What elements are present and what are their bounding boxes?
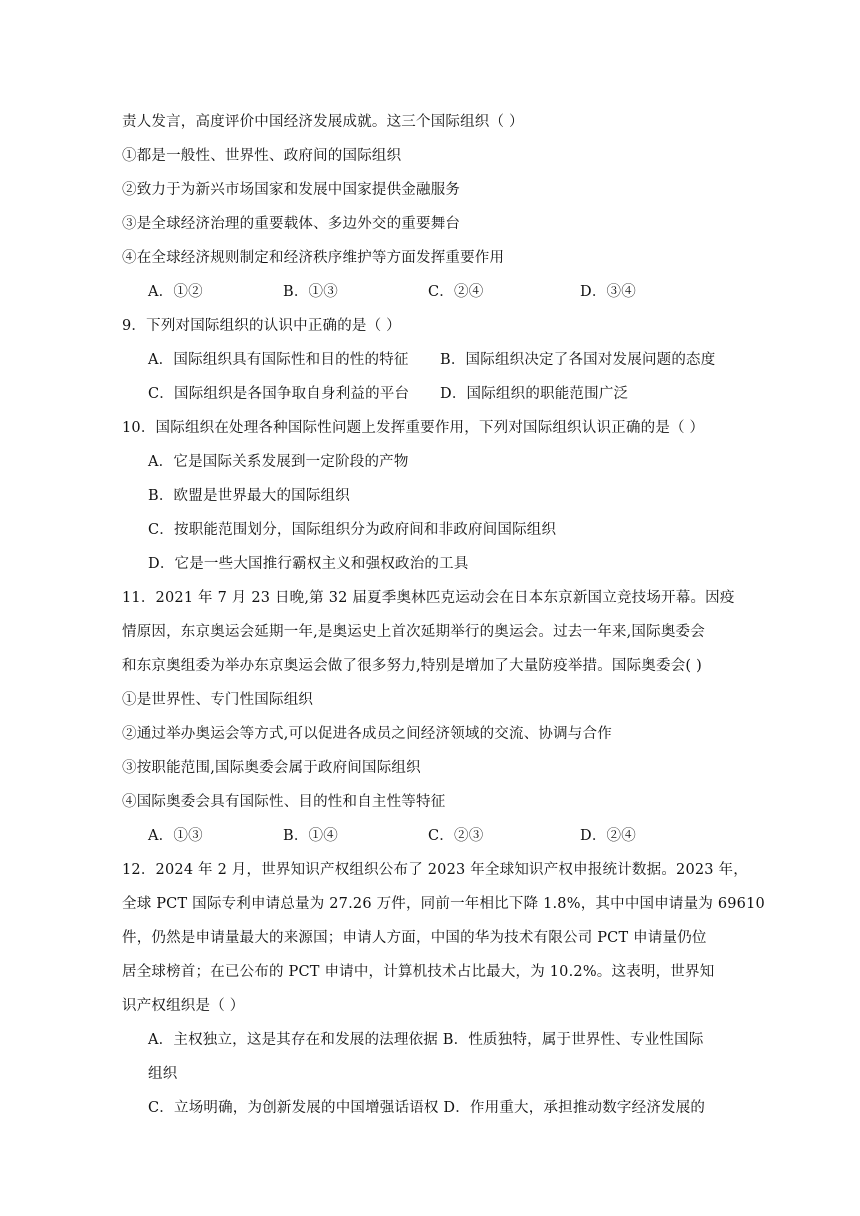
q12-options-line-2[interactable]: 组织: [148, 1066, 178, 1082]
q11-statement-2: ②通过举办奥运会等方式,可以促进各成员之间经济领域的交流、协调与合作: [122, 726, 612, 742]
q12-stem-line-4: 居全球榜首；在已公布的 PCT 申请中，计算机技术占比最大，为 10.2%。这表明，世界知: [122, 964, 715, 980]
q8-option-d[interactable]: D．③④: [580, 284, 636, 300]
q8-statement-4: ④在全球经济规则制定和经济秩序维护等方面发挥重要作用: [122, 250, 505, 266]
q10-option-c[interactable]: C．按职能范围划分，国际组织分为政府间和非政府间国际组织: [148, 522, 557, 538]
q10-option-a[interactable]: A．它是国际关系发展到一定阶段的产物: [148, 454, 409, 470]
q10-option-b[interactable]: B．欧盟是世界最大的国际组织: [148, 488, 350, 504]
q11-stem-line-1: 11．2021 年 7 月 23 日晚,第 32 届夏季奥林匹克运动会在日本东京新国立竞技场开幕。因疫: [122, 590, 735, 606]
q11-option-c[interactable]: C．②③: [428, 828, 484, 844]
q9-option-d[interactable]: D．国际组织的职能范围广泛: [440, 386, 629, 402]
q12-options-line-3[interactable]: C．立场明确，为创新发展的中国增强话语权 D．作用重大，承担推动数字经济发展的: [148, 1100, 706, 1116]
q9-option-c[interactable]: C．国际组织是各国争取自身利益的平台: [148, 386, 410, 402]
q9-stem: 9．下列对国际组织的认识中正确的是（ ）: [122, 318, 401, 334]
q11-option-a[interactable]: A．①③: [148, 828, 203, 844]
q8-statement-2: ②致力于为新兴市场国家和发展中国家提供金融服务: [122, 182, 461, 198]
q11-stem-line-2: 情原因，东京奥运会延期一年,是奥运史上首次延期举行的奥运会。过去一年来,国际奥委会: [122, 624, 705, 640]
q12-stem-line-2: 全球 PCT 国际专利申请总量为 27.26 万件，同前一年相比下降 1.8%，其中中国申请量为 69610: [122, 896, 765, 912]
q12-stem-line-5: 识产权组织是（ ）: [122, 998, 245, 1014]
q11-statement-3: ③按职能范围,国际奥委会属于政府间国际组织: [122, 760, 421, 776]
q12-options-line-1[interactable]: A．主权独立，这是其存在和发展的法理依据 B．性质独特，属于世界性、专业性国际: [148, 1032, 704, 1048]
q9-option-a[interactable]: A．国际组织具有国际性和目的性的特征: [148, 352, 409, 368]
q11-stem-line-3: 和东京奥组委为举办东京奥运会做了很多努力,特别是增加了大量防疫举措。国际奥委会( ): [122, 658, 702, 674]
q8-stem-tail: 责人发言，高度评价中国经济发展成就。这三个国际组织（ ）: [122, 114, 524, 130]
q9-option-b[interactable]: B．国际组织决定了各国对发展问题的态度: [440, 352, 716, 368]
q10-option-d[interactable]: D．它是一些大国推行霸权主义和强权政治的工具: [148, 556, 469, 572]
q12-stem-line-1: 12．2024 年 2 月，世界知识产权组织公布了 2023 年全球知识产权申报统计数据。2023 年，: [122, 862, 748, 878]
q11-statement-4: ④国际奥委会具有国际性、目的性和自主性等特征: [122, 794, 446, 810]
q11-option-b[interactable]: B．①④: [283, 828, 338, 844]
q8-option-b[interactable]: B．①③: [283, 284, 338, 300]
q10-stem: 10．国际组织在处理各种国际性问题上发挥重要作用，下列对国际组织认识正确的是（ ）: [122, 420, 705, 436]
q11-statement-1: ①是世界性、专门性国际组织: [122, 692, 314, 708]
q8-statement-3: ③是全球经济治理的重要载体、多边外交的重要舞台: [122, 216, 461, 232]
q8-option-c[interactable]: C．②④: [428, 284, 484, 300]
q8-statement-1: ①都是一般性、世界性、政府间的国际组织: [122, 148, 402, 164]
q12-stem-line-3: 件，仍然是申请量最大的来源国；申请人方面，中国的华为技术有限公司 PCT 申请量仍位: [122, 930, 707, 946]
q11-option-d[interactable]: D．②④: [580, 828, 636, 844]
q8-option-a[interactable]: A．①②: [148, 284, 203, 300]
